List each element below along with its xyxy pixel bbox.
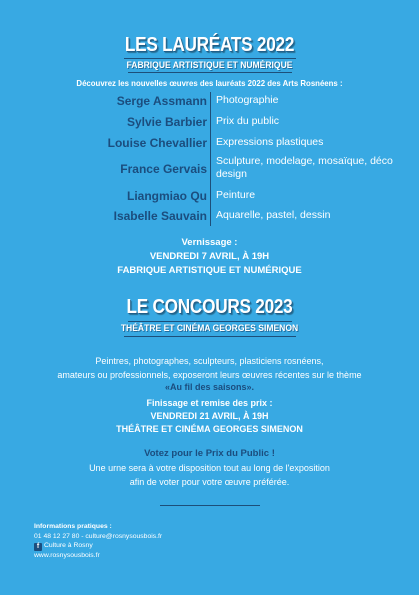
finissage-place: THÉÂTRE ET CINÉMA GEORGES SIMENON — [116, 424, 303, 434]
vote-title: Votez pour le Prix du Public ! — [144, 448, 275, 459]
winner-category: Sculpture, modelage, mosaïque, déco design — [216, 155, 393, 180]
laureats-divider — [210, 92, 211, 226]
vote-line2: afin de voter pour votre œuvre préférée. — [129, 477, 290, 487]
laureats-subtitle: FABRIQUE ARTISTIQUE ET NUMÉRIQUE — [126, 60, 293, 71]
winner-category: Aquarelle, pastel, dessin — [216, 209, 331, 221]
concours-subtitle: THÉÂTRE ET CINÉMA GEORGES SIMENON — [120, 323, 299, 334]
footer-facebook[interactable]: Culture à Rosny — [44, 542, 93, 549]
concours-para-line2: amateurs ou professionnels, exposeront leurs œuvres récentes sur le thème — [57, 370, 362, 380]
laureats-subtitle-underline — [128, 72, 292, 73]
footer-contact: 01 48 12 27 80 - culture@rosnysousbois.fr — [34, 532, 163, 540]
winner-name: Sylvie Barbier — [126, 115, 207, 129]
winner-category: Expressions plastiques — [216, 136, 324, 148]
concours-title: LE CONCOURS 2023 — [126, 296, 293, 318]
footer-title: Informations pratiques : — [34, 523, 112, 530]
winner-name: Isabelle Sauvain — [113, 209, 207, 223]
winner-category: Photographie — [216, 94, 279, 106]
winner-name: Louise Chevallier — [107, 136, 207, 150]
concours-subtitle-underline — [124, 336, 296, 337]
facebook-icon: f — [34, 543, 42, 551]
finissage-date: VENDREDI 21 AVRIL, À 19H — [150, 411, 269, 421]
section-separator — [160, 505, 260, 506]
vernissage-date: VENDREDI 7 AVRIL, À 19H — [149, 251, 270, 262]
footer-website[interactable]: www.rosnysousbois.fr — [34, 552, 100, 559]
laureats-title: LES LAURÉATS 2022 — [124, 34, 295, 56]
winner-name: Serge Assmann — [116, 94, 207, 108]
winner-category: Peinture — [216, 189, 256, 201]
winner-category: Prix du public — [216, 115, 280, 127]
concours-title-underline — [128, 321, 292, 322]
laureats-intro: Découvrez les nouvelles œuvres des lauréats 2022 des Arts Rosnéens : — [76, 78, 343, 88]
vernissage-label: Vernissage : — [181, 237, 238, 248]
vernissage-place: FABRIQUE ARTISTIQUE ET NUMÉRIQUE — [117, 265, 302, 276]
finissage-label: Finissage et remise des prix : — [146, 398, 273, 408]
winner-name: Liangmiao Qu — [126, 189, 207, 203]
winner-name: France Gervais — [120, 162, 207, 176]
laureats-title-underline — [124, 58, 296, 59]
footer-info — [34, 522, 162, 561]
concours-theme: «Au fil des saisons». — [164, 382, 255, 392]
concours-para-line1: Peintres, photographes, sculpteurs, plasticiens rosnéens, — [95, 356, 324, 366]
vote-line1: Une urne sera à votre disposition tout au long de l'exposition — [89, 463, 330, 473]
